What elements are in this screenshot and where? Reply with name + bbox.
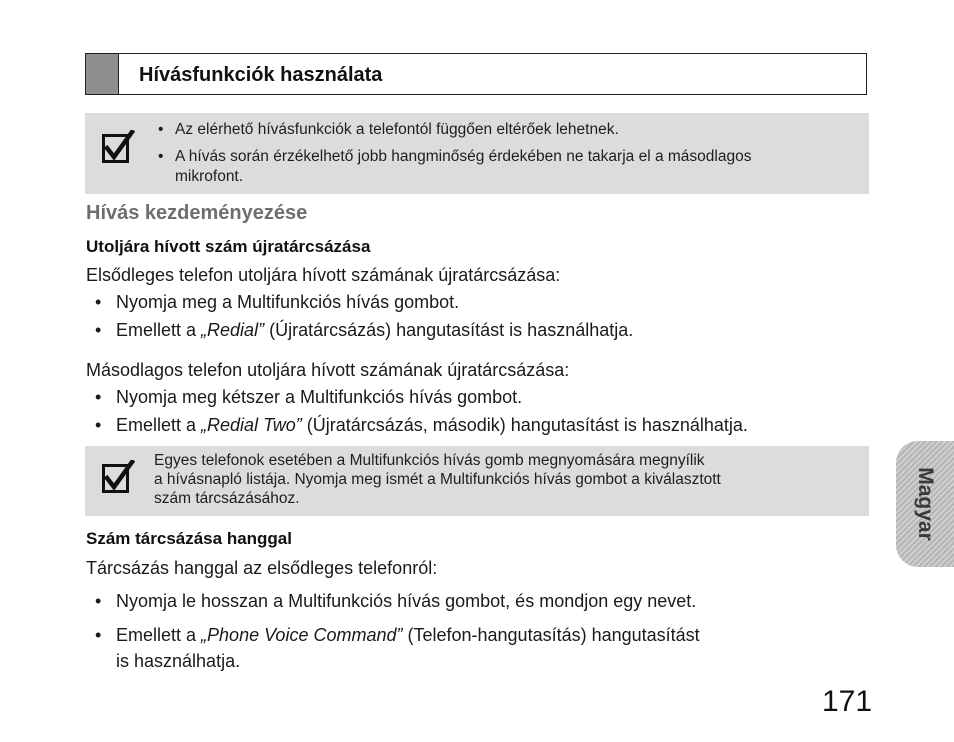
secondary-intro: Másodlagos telefon utoljára hívott számának újratárcsázása: (86, 360, 570, 380)
phone-voice-command: „Phone Voice Command” (201, 625, 403, 645)
secondary-bullet-2 (116, 415, 748, 436)
primary-bullet-1: Nyomja meg a Multifunkciós hívás gombot. (116, 292, 460, 312)
note-box-1 (85, 113, 869, 194)
language-side-tab (896, 441, 954, 567)
secondary-bullet-1-dot: • (95, 387, 102, 407)
section-header-tab (86, 54, 119, 94)
redial-command: „Redial” (201, 320, 265, 340)
voice-bullet-1: Nyomja le hosszan a Multifunkciós hívás gombot, és mondjon egy nevet. (116, 591, 697, 611)
section-title: Hívásfunkciók használata (139, 64, 383, 86)
primary-bullet-2 (116, 320, 633, 341)
secondary-bullet-2-dot: • (95, 415, 102, 435)
section-header (85, 53, 867, 95)
note1-bullet-2-dot: • (158, 148, 164, 165)
primary-bullet-2-pre: Emellett a (116, 320, 202, 340)
redial-two-command: „Redial Two” (201, 415, 302, 435)
voice-intro: Tárcsázás hanggal az elsődleges telefonról: (86, 558, 438, 578)
secondary-bullet-2-pre: Emellett a (116, 415, 202, 435)
primary-bullet-2-post: (Újratárcsázás) hangutasítást is használhatja. (264, 320, 634, 340)
voice-bullet-2-pre: Emellett a (116, 625, 202, 645)
primary-intro: Elsődleges telefon utoljára hívott számának újratárcsázása: (86, 265, 561, 285)
primary-bullet-2-dot: • (95, 320, 102, 340)
note2-line-2: a hívásnapló listája. Nyomja meg ismét a Multifunkciós hívás gombot a kiválasztott (154, 471, 721, 488)
note1-bullet-2: A hívás során érzékelhető jobb hangminőség érdekében ne takarja el a másodlagos (175, 148, 752, 165)
voice-bullet-2-post: (Telefon-hangutasítás) hangutasítást (402, 625, 700, 645)
redial-heading: Utoljára hívott szám újratárcsázása (86, 237, 371, 256)
note1-bullet-1-dot: • (158, 121, 164, 138)
language-label: Magyar (914, 467, 937, 541)
secondary-bullet-1: Nyomja meg kétszer a Multifunkciós hívás gombot. (116, 387, 523, 407)
voice-bullet-1-dot: • (95, 591, 102, 611)
note2-line-1: Egyes telefonok esetében a Multifunkciós hívás gomb megnyomására megnyílik (154, 452, 705, 469)
voice-bullet-2-dot: • (95, 625, 102, 645)
voice-bullet-2-cont: is használhatja. (116, 651, 241, 671)
checkbox-check-icon (102, 130, 136, 164)
note1-bullet-2-cont: mikrofont. (175, 168, 244, 185)
note1-bullet-1: Az elérhető hívásfunkciók a telefontól függően eltérőek lehetnek. (175, 121, 619, 138)
voice-bullet-2 (116, 625, 700, 646)
note-box-2 (85, 446, 869, 516)
call-heading: Hívás kezdeményezése (86, 202, 308, 224)
checkbox-check-icon (102, 460, 136, 494)
secondary-bullet-2-post: (Újratárcsázás, második) hangutasítást is használhatja. (301, 415, 748, 435)
note2-line-3: szám tárcsázásához. (154, 490, 300, 507)
primary-bullet-1-dot: • (95, 292, 102, 312)
page-number: 171 (822, 685, 873, 718)
voice-heading: Szám tárcsázása hanggal (86, 529, 292, 548)
